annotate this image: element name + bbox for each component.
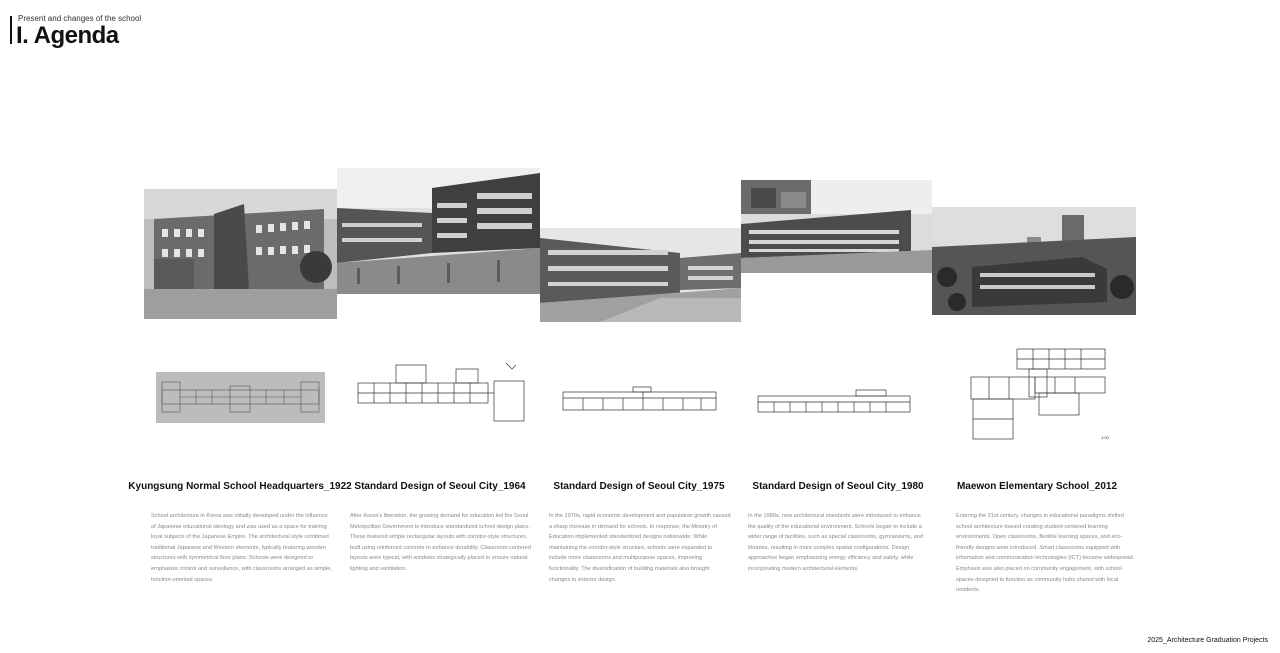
footer-label: 2025_Architecture Graduation Projects: [1147, 637, 1268, 644]
column-title-1980: Standard Design of Seoul City_1980: [752, 481, 924, 492]
column-text-1975: In the 1970s, rapid economic development and population growth caused a sharp increase in demand for schools. In response, the Ministry of Education implemented standardized designs nationwide. While maintaining the corridor-style structure, schools were expanded to include more classrooms and multipurpose spaces, improving functionality. The diversification of building materials also brought changes to exterior design.: [549, 513, 731, 583]
column-title-1922: Kyungsung Normal School Headquarters_1922: [128, 481, 352, 492]
column-title-1975: Standard Design of Seoul City_1975: [553, 481, 725, 492]
floorplan-maewon-2012: [969, 347, 1111, 442]
column-text-1922: School architecture in Korea was initially developed under the influence of Japanese educational ideology and was used as a space for training loyal subjects of the Japanese Empire. The architectural style combined traditional Japanese and Western elements, typically featuring wooden structures with symmetrical floor plans. Schools were designed to emphasize control and surveillance, with classrooms arranged as simple, function-oriented spaces.: [151, 513, 332, 583]
title-accent-bar: [10, 16, 12, 44]
column-text-1964: After Korea's liberation, the growing demand for education led the Seoul Metropolitan Government to introduce standardized school design plans. These featured simple rectangular layouts with corridor-style structures, built using reinforced concrete to enhance durability. Classroom-centered layouts were typical, with windows strategically placed to ensure natural lighting and ventilation.: [350, 513, 531, 572]
column-title-1964: Standard Design of Seoul City_1964: [354, 481, 526, 492]
floorplan-seoul-1980: [756, 388, 912, 416]
photo-seoul-1964: [337, 168, 540, 294]
photo-seoul-1975: [540, 228, 741, 322]
photo-kyungsung-1922: [144, 189, 337, 319]
floorplan-seoul-1964: [356, 361, 527, 427]
page-subtitle: Present and changes of the school: [18, 14, 142, 23]
column-title-2012: Maewon Elementary School_2012: [956, 481, 1118, 492]
column-text-1980: In the 1980s, new architectural standards were introduced to enhance the quality of the educational environment. Schools began to include a wider range of facilities, such as special classrooms, gymnasiums, and libraries, resulting in more complex spatial configurations. Design approaches began emphasizing energy efficiency and safety, while incorporating modern architectural elements.: [748, 513, 924, 572]
page-title: I. Agenda: [16, 22, 119, 49]
floorplan-kyungsung-1922: [156, 372, 325, 423]
svg-text:1:00: 1:00: [1101, 435, 1109, 440]
floorplan-seoul-1975: [561, 386, 718, 413]
column-text-2012: Entering the 21st century, changes in educational paradigms shifted school architecture toward creating student-centered learning environments. Open classrooms, flexible learning spaces, and eco-friendly designs were introduced. Smart classrooms equipped with information and communication technologies (ICT) became widespread. Emphasis was also placed on community engagement, with school spaces designed to function as community hubs shared with local residents.: [956, 513, 1135, 594]
photo-maewon-2012: [932, 207, 1136, 315]
photo-seoul-1980: [741, 180, 932, 273]
